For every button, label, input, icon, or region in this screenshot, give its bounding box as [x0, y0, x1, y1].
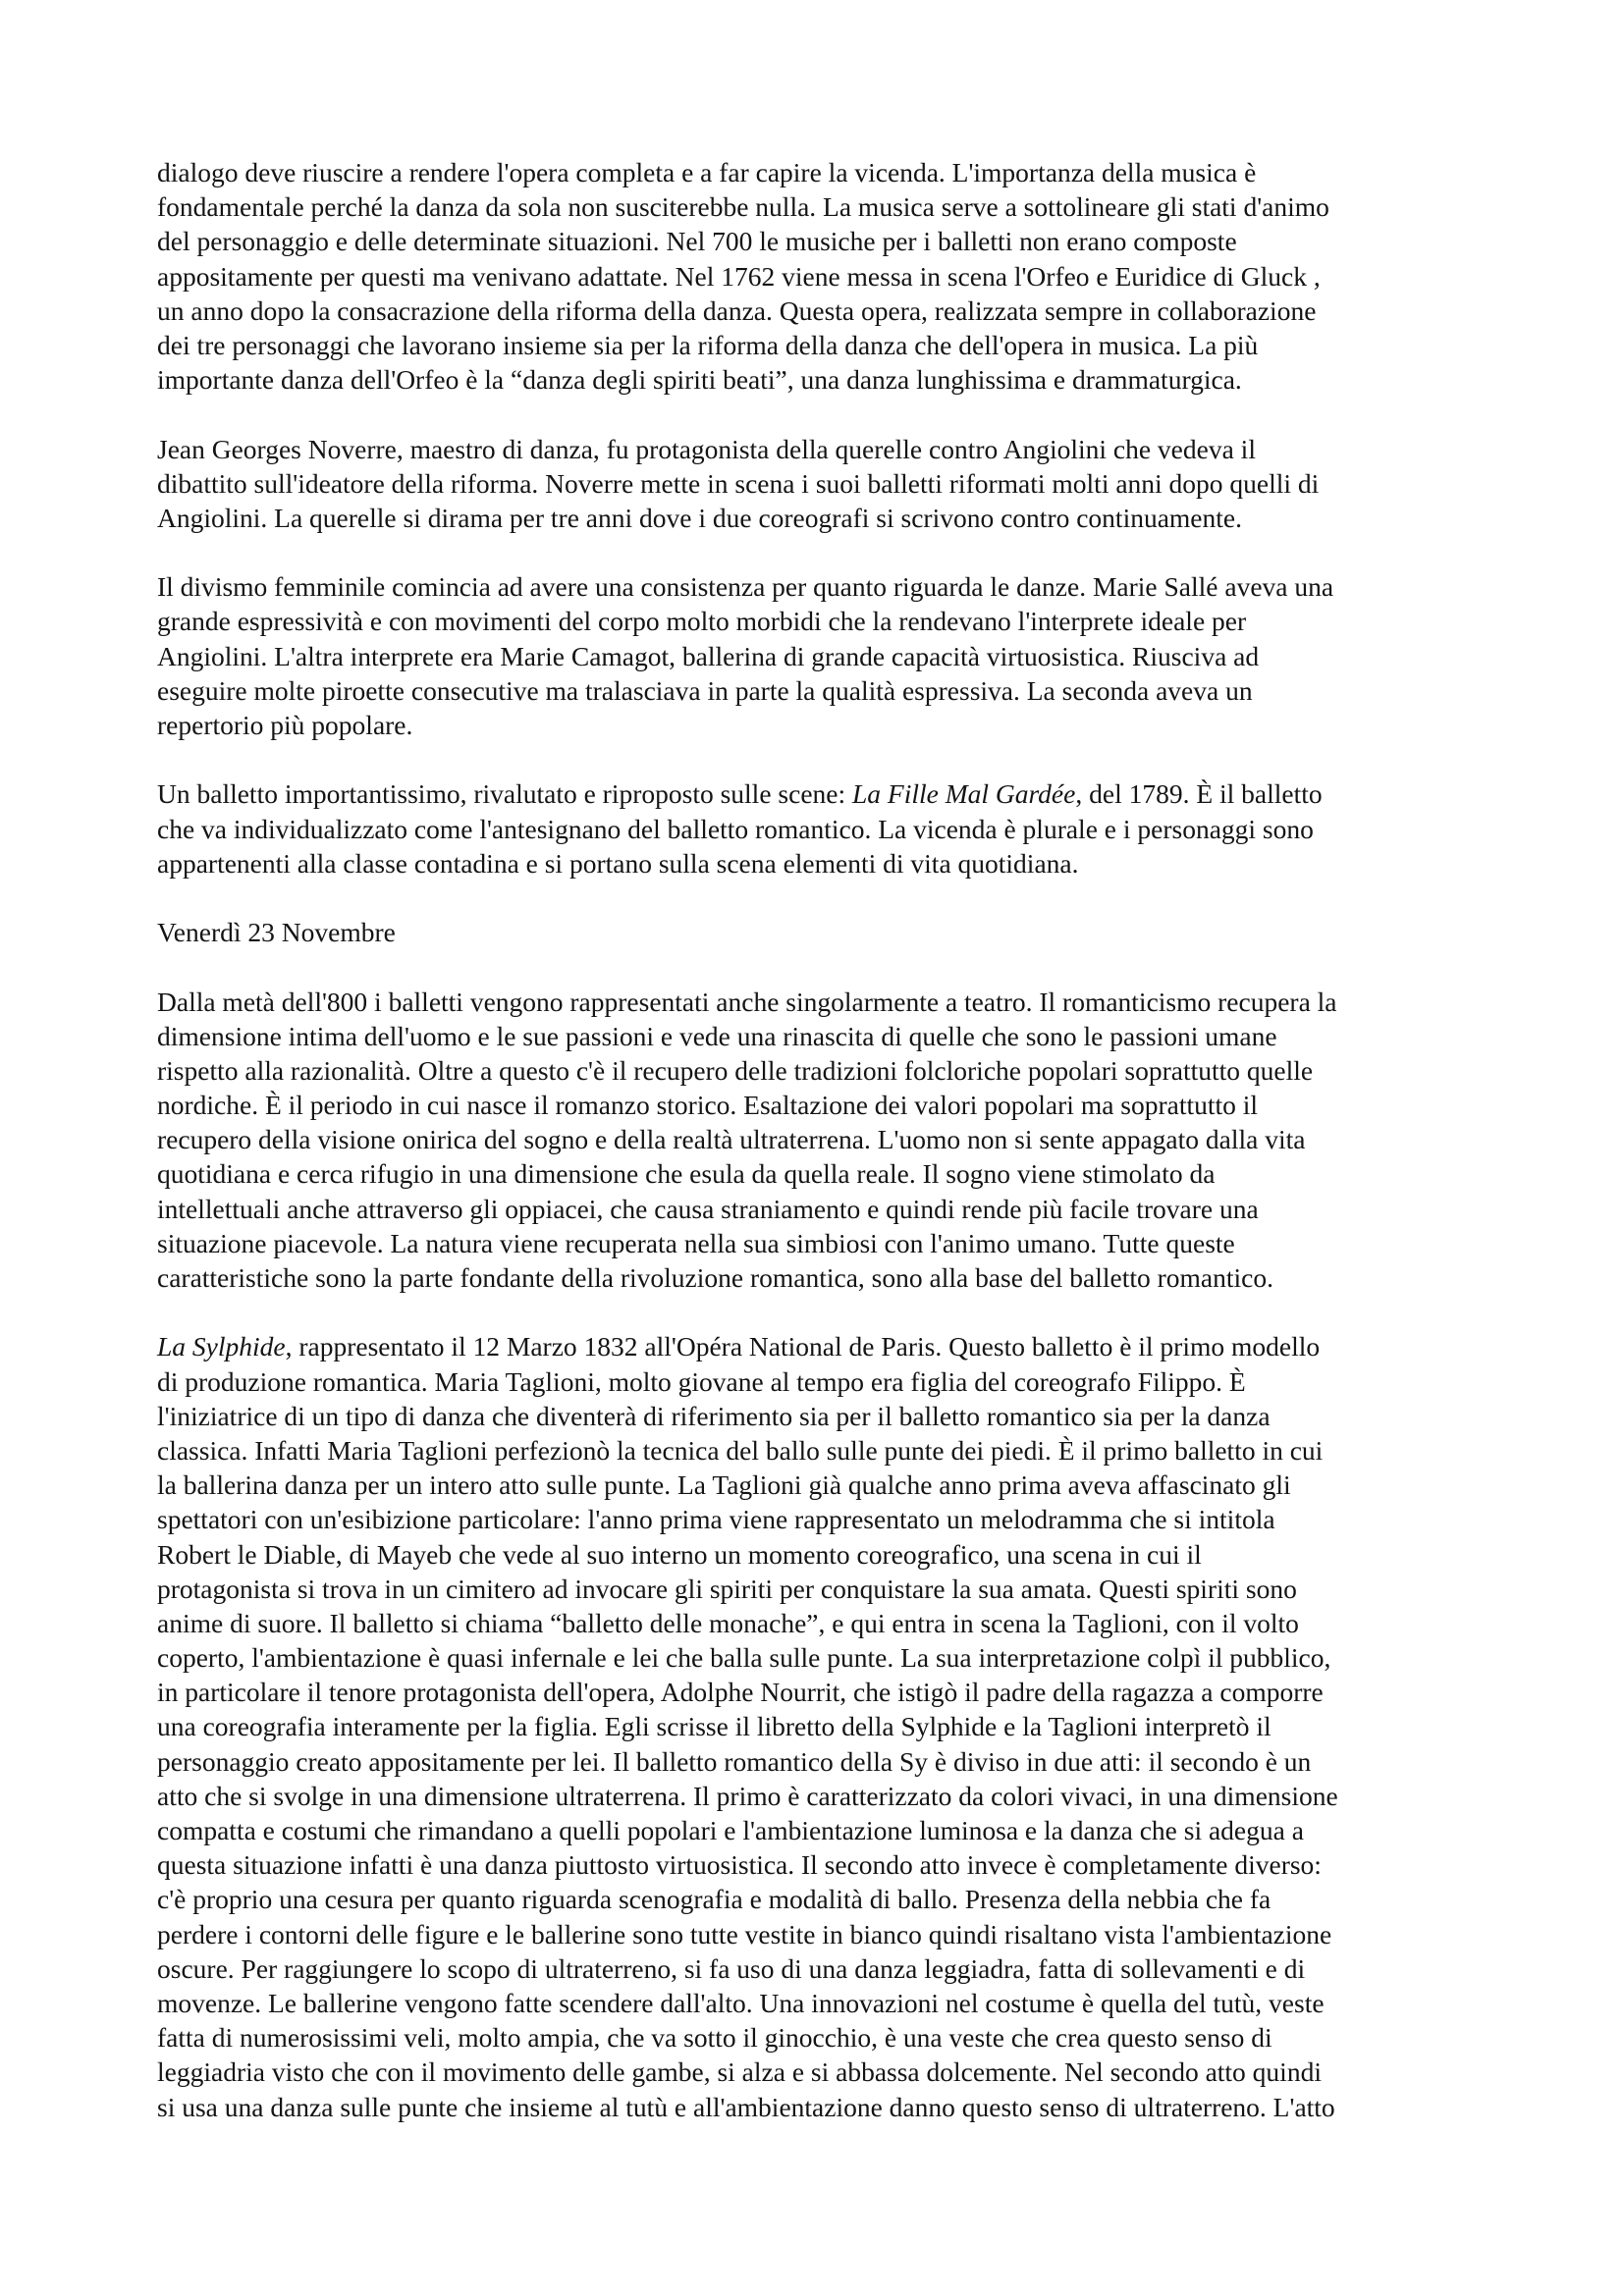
- text-segment: grande espressività e con movimenti del corpo molto morbidi che la rendevano l'interprete ideale per: [157, 606, 1247, 637]
- text-line: [157, 328, 1478, 362]
- text-line: [157, 1192, 1478, 1226]
- paragraph: [157, 915, 1478, 949]
- text-segment: fondamentale perché la danza da sola non susciterebbe nulla. La musica serve a sottolineare gli stati d'animo: [157, 191, 1329, 223]
- text-segment: importante danza dell'Orfeo è la “danza degli spiriti beati”, una danza lunghissima e drammaturgica.: [157, 364, 1242, 396]
- text-segment: Angiolini. La querelle si dirama per tre anni dove i due coreografi si scrivono contro continuamente.: [157, 502, 1242, 533]
- text-line: [157, 604, 1478, 638]
- text-segment: repertorio più popolare.: [157, 710, 413, 740]
- text-segment: appartenenti alla classe contadina e si portano sulla scena elementi di vita quotidiana.: [157, 847, 1079, 879]
- text-segment: che va individualizzato come l'antesignano del balletto romantico. La vicenda è plurale e i personaggi sono: [157, 813, 1314, 844]
- text-segment: una coreografia interamente per la figlia. Egli scrisse il libretto della Sylphide e la Taglioni interpretò il: [157, 1711, 1271, 1742]
- text-segment: caratteristiche sono la parte fondante della rivoluzione romantica, sono alla base del balletto romantico.: [157, 1262, 1273, 1293]
- text-line: [157, 155, 1478, 189]
- text-line: [157, 189, 1478, 224]
- text-line: [157, 1917, 1478, 1951]
- text-segment: Angiolini. L'altra interprete era Marie Camagot, ballerina di grande capacità virtuosistica. Riusciva ad: [157, 640, 1260, 671]
- text-line: [157, 1744, 1478, 1779]
- text-segment: Dalla metà dell'800 i balletti vengono rappresentati anche singolarmente a teatro. Il romanticismo recupera la: [157, 986, 1337, 1017]
- text-segment: classica. Infatti Maria Taglioni perfezionò la tecnica del ballo sulle punte dei piedi. È il primo balletto in cui: [157, 1434, 1324, 1466]
- text-line: [157, 1329, 1478, 1363]
- text-segment: rispetto alla razionalità. Oltre a questo c'è il recupero delle tradizioni folcloriche popolari soprattutto quelle: [157, 1054, 1314, 1086]
- text-segment: oscure. Per raggiungere lo scopo di ultraterreno, si fa uso di una danza leggiadra, fatta di sollevamenti e di: [157, 1952, 1306, 1984]
- text-line: [157, 1019, 1478, 1053]
- text-segment: anime di suore. Il balletto si chiama “balletto delle monache”, e qui entra in scena la Taglioni, con il volto: [157, 1607, 1299, 1638]
- text-line: [157, 362, 1478, 397]
- text-segment: del personaggio e delle determinate situazioni. Nel 700 le musiche per i balletti non erano composte: [157, 226, 1237, 257]
- text-segment: leggiadria visto che con il movimento delle gambe, si alza e si abbassa dolcemente. Nel secondo atto quindi: [157, 2056, 1322, 2088]
- text-segment: Robert le Diable, di Mayeb che vede al suo interno un momento coreografico, una scena in cui il: [157, 1538, 1202, 1570]
- text-line: [157, 639, 1478, 673]
- text-segment: la ballerina danza per un intero atto sulle punte. La Taglioni già qualche anno prima aveva affascinato gli: [157, 1469, 1291, 1501]
- text-line: [157, 673, 1478, 708]
- text-line: [157, 1122, 1478, 1156]
- text-segment: Jean Georges Noverre, maestro di danza, fu protagonista della querelle contro Angiolini che vedeva il: [157, 433, 1256, 464]
- text-line: [157, 812, 1478, 846]
- text-line: [157, 1640, 1478, 1675]
- paragraph: [157, 1329, 1478, 2123]
- text-segment: situazione piacevole. La natura viene recuperata nella sua simbiosi con l'animo umano. Tutte queste: [157, 1227, 1235, 1258]
- text-line: [157, 1156, 1478, 1191]
- text-line: [157, 1433, 1478, 1468]
- text-segment: dimensione intima dell'uomo e le sue passioni e vede una rinascita di quelle che sono le passioni umane: [157, 1020, 1277, 1051]
- text-line: [157, 2055, 1478, 2089]
- text-line: [157, 501, 1478, 535]
- text-line: [157, 2020, 1478, 2055]
- paragraph: [157, 155, 1478, 397]
- text-segment: appositamente per questi ma venivano adattate. Nel 1762 viene messa in scena l'Orfeo e Euridice di Gluck ,: [157, 260, 1321, 292]
- text-line: [157, 224, 1478, 258]
- text-line: [157, 1572, 1478, 1606]
- text-line: [157, 1882, 1478, 1916]
- text-segment: protagonista si trova in un cimitero ad invocare gli spiriti per conquistare la sua amata. Questi spiriti sono: [157, 1573, 1297, 1604]
- text-segment: perdere i contorni delle figure e le ballerine sono tutte vestite in bianco quindi risaltano vista l'ambientazione: [157, 1918, 1332, 1949]
- text-line: [157, 1675, 1478, 1709]
- text-segment: personaggio creato appositamente per lei. Il balletto romantico della Sy è diviso in due atti: il secondo è un: [157, 1745, 1312, 1777]
- text-segment: quotidiana e cerca rifugio in una dimensione che esula da quella reale. Il sogno viene stimolato da: [157, 1158, 1216, 1190]
- paragraph: [157, 985, 1478, 1296]
- text-line: [157, 294, 1478, 328]
- text-segment: Venerdì 23 Novembre: [157, 917, 396, 948]
- text-line: [157, 1779, 1478, 1813]
- text-line: [157, 1468, 1478, 1502]
- text-line: [157, 846, 1478, 881]
- text-line: [157, 1951, 1478, 1986]
- paragraph: [157, 569, 1478, 742]
- text-segment: di produzione romantica. Maria Taglioni, molto giovane al tempo era figlia del coreografo Filippo. È: [157, 1365, 1246, 1397]
- text-line: [157, 1088, 1478, 1122]
- text-line: [157, 432, 1478, 466]
- paragraph: [157, 776, 1478, 881]
- text-line: [157, 1364, 1478, 1399]
- text-line: [157, 1537, 1478, 1572]
- text-segment: dialogo deve riuscire a rendere l'opera completa e a far capire la vicenda. L'importanza della musica è: [157, 157, 1257, 187]
- paragraph: [157, 432, 1478, 536]
- text-segment: intellettuali anche attraverso gli oppiacei, che causa straniamento e quindi rende più facile trovare una: [157, 1193, 1259, 1224]
- text-segment: recupero della visione onirica del sogno e della realtà ultraterrena. L'uomo non si sente appagato dalla vita: [157, 1124, 1306, 1155]
- text-line: [157, 1606, 1478, 1640]
- text-line: [157, 259, 1478, 294]
- text-segment: c'è proprio una cesura per quanto riguarda scenografia e modalità di ballo. Presenza della nebbia che fa: [157, 1884, 1271, 1915]
- text-segment: spettatori con un'esibizione particolare: l'anno prima viene rappresentato un melodramma che si intitola: [157, 1504, 1275, 1535]
- text-line: [157, 1813, 1478, 1847]
- text-segment: dei tre personaggi che lavorano insieme sia per la riforma della danza che dell'opera in musica. La più: [157, 329, 1259, 360]
- text-line: [157, 1226, 1478, 1260]
- text-line: [157, 1986, 1478, 2020]
- text-line: [157, 776, 1478, 811]
- text-line: [157, 1709, 1478, 1743]
- text-line: [157, 1053, 1478, 1088]
- text-segment: Un balletto importantissimo, rivalutato e riproposto sulle scene:: [157, 778, 852, 810]
- text-segment: si usa una danza sulle punte che insieme al tutù e all'ambientazione danno questo senso di ultraterreno. L'atto: [157, 2091, 1335, 2122]
- italic-title: La Sylphide: [157, 1331, 286, 1362]
- text-segment: un anno dopo la consacrazione della riforma della danza. Questa opera, realizzata sempre in collaborazione: [157, 294, 1317, 326]
- text-segment: fatta di numerosissimi veli, molto ampia, che va sotto il ginocchio, è una veste che crea questo senso di: [157, 2022, 1272, 2054]
- text-segment: nordiche. È il periodo in cui nasce il romanzo storico. Esaltazione dei valori popolari ma soprattutto il: [157, 1090, 1259, 1121]
- text-segment: questa situazione infatti è una danza piuttosto virtuosistica. Il secondo atto invece è completamente diverso:: [157, 1849, 1322, 1881]
- text-segment: coperto, l'ambientazione è quasi infernale e lei che balla sulle punte. La sua interpretazione colpì il pubblico,: [157, 1642, 1331, 1674]
- text-segment: atto che si svolge in una dimensione ultraterrena. Il primo è caratterizzato da colori vivaci, in una dimensione: [157, 1780, 1338, 1811]
- text-line: [157, 1260, 1478, 1295]
- text-line: [157, 569, 1478, 604]
- text-segment: dibattito sull'ideatore della riforma. Noverre mette in scena i suoi balletti riformati molti anni dopo quelli di: [157, 467, 1320, 499]
- text-line: [157, 1399, 1478, 1433]
- text-line: [157, 985, 1478, 1019]
- document-body: [157, 155, 1478, 2124]
- text-segment: movenze. Le ballerine vengono fatte scendere dall'alto. Una innovazioni nel costume è quella del tutù, veste: [157, 1987, 1325, 2018]
- text-line: [157, 466, 1478, 501]
- text-segment: , rappresentato il 12 Marzo 1832 all'Opéra National de Paris. Questo balletto è il primo modello: [285, 1331, 1321, 1362]
- text-segment: compatta e costumi che rimandano a quelli popolari e l'ambientazione luminosa e la danza che si adegua a: [157, 1815, 1304, 1845]
- text-segment: l'iniziatrice di un tipo di danza che diventerà di riferimento sia per il balletto romantico sia per la danza: [157, 1400, 1271, 1431]
- text-segment: Il divismo femminile comincia ad avere una consistenza per quanto riguarda le danze. Marie Sallé aveva una: [157, 571, 1334, 603]
- text-line: [157, 1502, 1478, 1536]
- text-line: [157, 1847, 1478, 1882]
- text-line: [157, 708, 1478, 742]
- text-segment: in particolare il tenore protagonista dell'opera, Adolphe Nourrit, che istigò il padre della ragazza a comporre: [157, 1677, 1324, 1708]
- text-line: [157, 2090, 1478, 2124]
- text-line: [157, 915, 1478, 949]
- italic-title: La Fille Mal Gardée: [852, 778, 1076, 810]
- text-segment: , del 1789. È il balletto: [1075, 778, 1323, 810]
- text-segment: eseguire molte piroette consecutive ma tralasciava in parte la qualità espressiva. La seconda aveva un: [157, 674, 1253, 706]
